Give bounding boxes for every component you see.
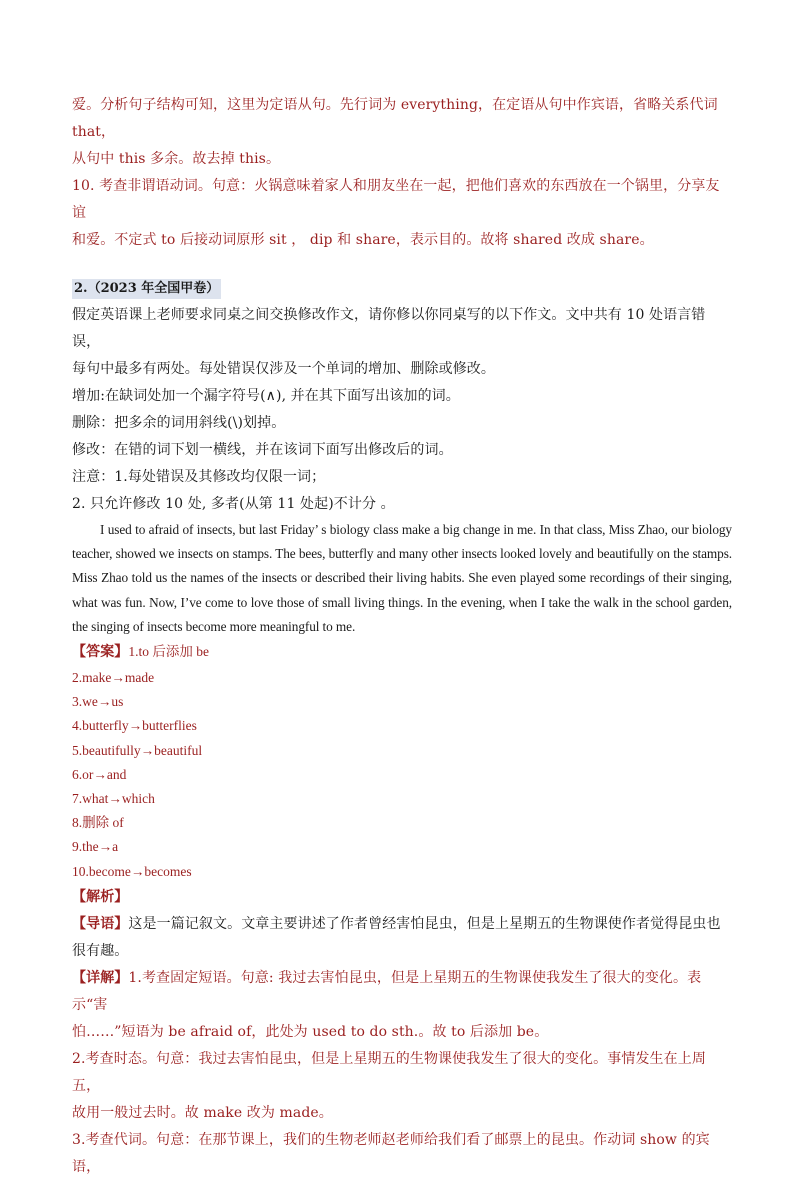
detail-line-1 [72, 965, 732, 1019]
guide-line-2: 很有趣。 [72, 942, 129, 959]
answer-item-2: 2.make→made [72, 670, 155, 686]
answer-item-3: 3.we→us [72, 694, 124, 710]
guide-label: 【导语】 [72, 915, 129, 932]
answer-label: 【答案】 [72, 644, 129, 661]
guide-line-1 [72, 911, 732, 938]
answer-item-5: 5.beautifully→beautiful [72, 742, 203, 758]
instruction-add: 增加:在缺词处加一个漏字符号(∧), 并在其下面写出该加的词。 [72, 388, 460, 404]
answer-item-6: 6.or→and [72, 766, 127, 782]
detail-line-1b: 怕……”短语为 be afraid of，此处为 used to do sth.。故 to 后添加 be。 [72, 1023, 549, 1040]
instruction-modify: 修改：在错的词下划一横线，并在该词下面写出修改后的词。 [72, 442, 453, 458]
intro-line-2: 从句中 this 多余。故去掉 this。 [72, 151, 281, 167]
document-page [72, 92, 732, 1181]
guide-text-1: 这是一篇记叙文。文章主要讲述了作者曾经害怕昆虫，但是上星期五的生物课使作者觉得昆虫也 [128, 915, 721, 932]
answer-item-9: 9.the→a [72, 839, 119, 855]
note-2: 2. 只允许修改 10 处, 多者(从第 11 处起)不计分 。 [72, 496, 395, 512]
answer-item-7: 7.what→which [72, 791, 155, 807]
answer-item-8: 8.删除 of [72, 815, 124, 831]
instruction-delete: 删除：把多余的词用斜线(\)划掉。 [72, 415, 286, 431]
answer-item-1: 1.to 后添加 be [128, 644, 210, 660]
answer-item-4: 4.butterfly→butterflies [72, 718, 197, 734]
section-gap [72, 254, 732, 275]
detail-text-1a: 1.考查固定短语。句意: 我过去害怕昆虫，但是上星期五的生物课使我发生了很大的变化。表示“害 [72, 969, 702, 1013]
detail-line-2b: 故用一般过去时。故 make 改为 made。 [72, 1104, 333, 1121]
question-tag-row [72, 275, 732, 302]
analysis-label: 【解析】 [72, 888, 129, 905]
instruction-line-2: 每句中最多有两处。每处错误仅涉及一个单词的增加、删除或修改。 [72, 361, 495, 377]
detail-line-2a: 2.考查时态。句意：我过去害怕昆虫，但是上星期五的生物课使我发生了很大的变化。事情发生在上周五， [72, 1050, 706, 1094]
answer-item-10: 10.become→becomes [72, 863, 192, 879]
intro-line-4: 和爱。不定式 to 后接动词原形 sit ， dip 和 share，表示目的。故将 shared 改成 share。 [72, 232, 654, 248]
detail-line-3a: 3.考查代词。句意：在那节课上，我们的生物老师赵老师给我们看了邮票上的昆虫。作动词 show 的宾语， [72, 1131, 710, 1175]
note-1: 注意：1.每处错误及其修改均仅限一词； [72, 469, 326, 485]
intro-line-3: 10. 考查非谓语动词。句意：火锅意味着家人和朋友坐在一起，把他们喜欢的东西放在一个锅里，分享友谊 [72, 178, 720, 221]
intro-line-1: 爱。分析句子结构可知，这里为定语从句。先行词为 everything，在定语从句中作宾语，省略关系代词 that， [72, 97, 718, 140]
answer-first-row [72, 639, 732, 666]
question-tag: 2.（2023 年全国甲卷） [72, 279, 221, 299]
detail-label: 【详解】 [72, 969, 129, 986]
essay-paragraph: I used to afraid of insects, but last Friday’ s biology class make a big change in me. In that class, Miss Zhao, our biology teacher, showed we insects on stamps. The bees, butterfly and many other insects looked lovely and beautifully on the stamps. Miss Zhao told us the names of the insects or described their living habits. She even played some recordings of their singing, what was fun. Now, I’ve come to love those of small living things. In the evening, when I take the walk in the school garden, the singing of insects become more meaningful to me. [72, 522, 732, 634]
instruction-line-1: 假定英语课上老师要求同桌之间交换修改作文，请你修以你同桌写的以下作文。文中共有 10 处语言错误， [72, 307, 706, 350]
